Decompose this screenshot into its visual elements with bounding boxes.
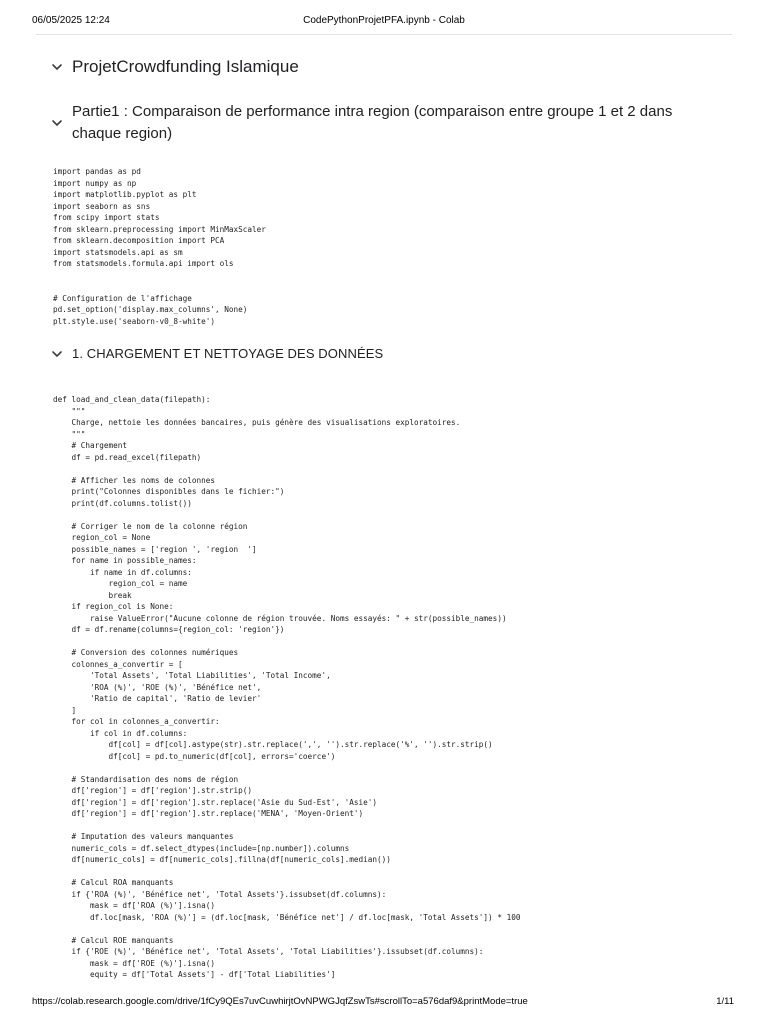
section-partie1 <box>50 101 728 145</box>
print-footer <box>32 996 736 1010</box>
page-number: 1/11 <box>716 996 734 1007</box>
document-title: CodePythonProjetPFA.ipynb - Colab <box>303 15 465 26</box>
chargement-heading: 1. CHARGEMENT ET NETTOYAGE DES DONNÉES <box>72 346 384 361</box>
partie1-heading <box>72 101 672 145</box>
code-cell-imports[interactable]: import pandas as pd import numpy as np import matplotlib.pyplot as plt import seaborn as sns from scipy import stats from sklearn.preprocessing import MinMaxScaler from sklearn.decomposition import PCA import statsmodels.api as sm from statsmodels.formula.api import ols # Configuration de l'affichage pd.set_option('display.max_columns', None) plt.style.use('seaborn-v0_8-white') <box>53 167 266 326</box>
header-divider <box>36 34 732 35</box>
print-datetime: 06/05/2025 12:24 <box>32 15 110 26</box>
chevron-down-icon[interactable] <box>50 116 64 130</box>
partie1-heading-line2: chaque region) <box>72 125 173 142</box>
code-cell-load-and-clean[interactable]: def load_and_clean_data(filepath): """ Charge, nettoie les données bancaires, puis génère des visualisations exploratoires. """ # Chargement df = pd.read_excel(filepath) # Afficher les noms de colonnes print("Colonnes disponibles dans le fichier:") print(df.columns.tolist()) # Corriger le nom de la colonne région region_col = None possible_names = ['region ', 'region '] for name in possible_names: if name in df.columns: region_col = name break if region_col is None: raise ValueError("Aucune colonne de région trouvée. Noms essayés: " + str(possible_names)) df = df.rename(columns={region_col: 'region'}) # Conversion des colonnes numériques colonnes_a_convertir = [ 'Total Assets', 'Total Liabilities', 'Total Income', 'ROA (%)', 'ROE (%)', 'Bénéfice net', 'Ratio de capital', 'Ratio de levier' ] for col in colonnes_a_convertir: if col in df.columns: df[col] = df[col].astype(str).str.replace(',', '').str.replace('%', '').str.strip() df[col] = pd.to_numeric(df[col], errors='coerce') # Standardisation des noms de région df['region'] = df['region'].str.strip() df['region'] = df['region'].str.replace('Asie du Sud-Est', 'Asie') df['region'] = df['region'].str.replace('MENA', 'Moyen-Orient') # Imputation des valeurs manquantes numeric_cols = df.select_dtypes(include=[np.number]).columns df[numeric_cols] = df[numeric_cols].fillna(df[numeric_cols].median()) # Calcul ROA manquants if {'ROA (%)', 'Bénéfice net', 'Total Assets'}.issubset(df.columns): mask = df['ROA (%)'].isna() df.loc[mask, 'ROA (%)'] = (df.loc[mask, 'Bénéfice net'] / df.loc[mask, 'Total Assets']) * 100 # Calcul ROE manquants if {'ROE (%)', 'Bénéfice net', 'Total Assets', 'Total Liabilities'}.issubset(df.columns): mask = df['ROE (%)'].isna() equity = df['Total Assets'] - df['Total Liabilities'] <box>53 395 521 979</box>
section-chargement <box>50 345 728 363</box>
partie1-heading-line1: Partie1 : Comparaison de performance intra region (comparaison entre groupe 1 et 2 dans <box>72 103 673 120</box>
print-header <box>0 15 768 31</box>
print-url: https://colab.research.google.com/drive/1fCy9QEs7uvCuwhirjtOvNPWGJqfZswTs#scrollTo=a576daf9&printMode=true <box>32 996 528 1007</box>
notebook-heading: ProjetCrowdfunding Islamique <box>72 57 299 76</box>
section-project-title <box>50 56 728 78</box>
chevron-down-icon[interactable] <box>50 347 64 361</box>
chevron-down-icon[interactable] <box>50 60 64 74</box>
